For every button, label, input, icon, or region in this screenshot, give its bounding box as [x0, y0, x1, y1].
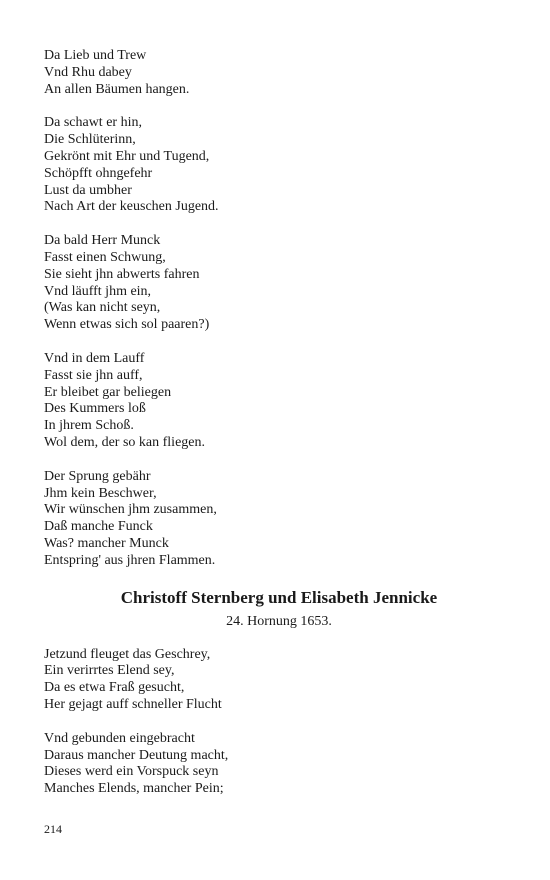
stanza [44, 48, 514, 98]
verse-line: Vnd läufft jhm ein, [44, 283, 152, 299]
page-body [44, 48, 514, 815]
stanza [44, 233, 514, 334]
verse-line: Wol dem, der so kan fliegen. [44, 434, 205, 450]
verse-line: Nach Art der keuschen Jugend. [44, 199, 219, 215]
stanza [44, 647, 514, 714]
verse-line: Der Sprung gebähr [44, 468, 151, 484]
verse-line: Fasst sie jhn auff, [44, 367, 143, 383]
verse-line: Manches Elends, mancher Pein; [44, 781, 224, 797]
verse-line: Des Kummers loß [44, 401, 146, 417]
stanza [44, 469, 514, 570]
continuation-poem [44, 48, 514, 570]
new-poem [44, 587, 514, 798]
verse-line: Lust da umbher [44, 182, 132, 198]
verse-line: Er bleibet gar beliegen [44, 384, 172, 400]
poem-title: Christoff Sternberg und Elisabeth Jennicke [120, 587, 438, 607]
verse-line: Ein verirrtes Elend sey, [44, 663, 175, 679]
stanza [44, 731, 514, 798]
verse-line: Da bald Herr Munck [44, 233, 161, 249]
verse-line: In jhrem Schoß. [44, 418, 134, 434]
verse-line: Wenn etwas sich sol paaren?) [44, 317, 210, 333]
verse-line: An allen Bäumen hangen. [44, 81, 190, 97]
verse-line: Was? mancher Munck [44, 535, 169, 551]
verse-line: Entspring' aus jhren Flammen. [44, 552, 216, 568]
verse-line: Daraus mancher Deutung macht, [44, 747, 229, 763]
stanza [44, 115, 514, 216]
verse-line: Da schawt er hin, [44, 115, 142, 131]
verse-line: Da Lieb und Trew [44, 48, 147, 63]
verse-line: Dieses werd ein Vorspuck seyn [44, 764, 219, 780]
verse-line: Daß manche Funck [44, 519, 153, 535]
verse-line: Schöpfft ohngefehr [44, 165, 153, 181]
verse-line: Vnd in dem Lauff [44, 350, 145, 366]
verse-line: Jetzund fleuget das Geschrey, [44, 646, 211, 662]
verse-line: Da es etwa Fraß gesucht, [44, 680, 185, 696]
verse-line: Her gejagt auff schneller Flucht [44, 696, 222, 712]
page-number: 214 [44, 822, 62, 836]
verse-line: Gekrönt mit Ehr und Tugend, [44, 148, 210, 164]
verse-line: Die Schlüterinn, [44, 132, 136, 148]
stanza [44, 351, 514, 452]
verse-line: Sie sieht jhn abwerts fahren [44, 266, 200, 282]
verse-line: Wir wünschen jhm zusammen, [44, 502, 217, 518]
verse-line: Fasst einen Schwung, [44, 249, 166, 265]
verse-line: Vnd gebunden eingebracht [44, 730, 195, 746]
verse-line: Vnd Rhu dabey [44, 64, 132, 80]
verse-line: Jhm kein Beschwer, [44, 485, 157, 501]
poem-date: 24. Hornung 1653. [226, 613, 332, 629]
verse-line: (Was kan nicht seyn, [44, 300, 161, 316]
